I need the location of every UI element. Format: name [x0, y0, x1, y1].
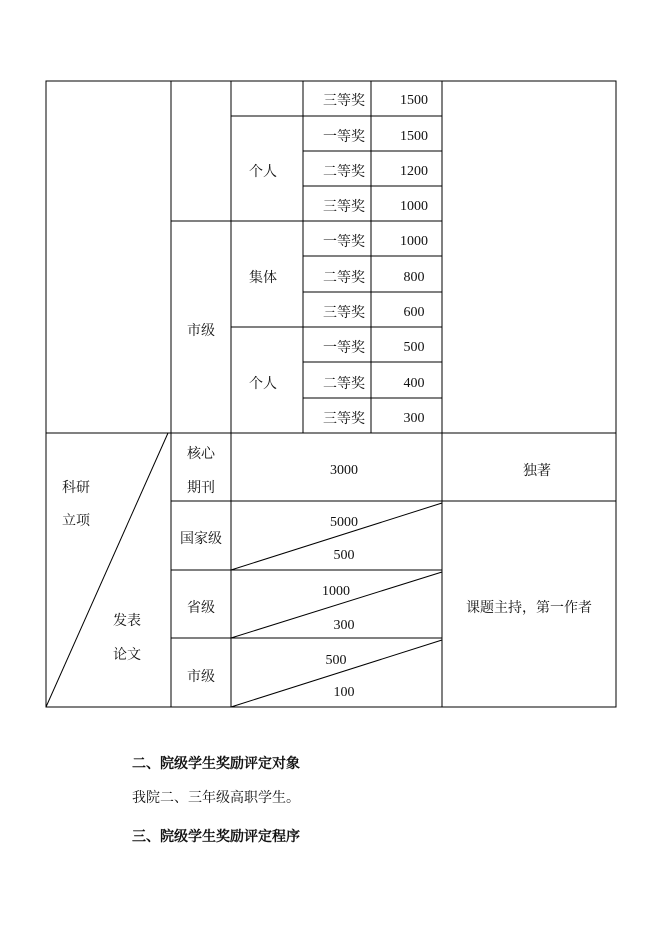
diagonal-header-upper: 立项 [62, 513, 90, 529]
section-body: 我院二、三年级高职学生。 [132, 790, 300, 806]
level-upper-amount: 500 [325, 653, 347, 668]
grade-cell: 三等奖 [323, 411, 365, 427]
level-label: 省级 [187, 600, 215, 616]
amount-cell: 300 [403, 411, 425, 426]
level-city-label: 市级 [187, 323, 215, 339]
amount-cell: 1200 [400, 164, 428, 179]
grade-cell: 三等奖 [323, 305, 365, 321]
level-lower-amount: 300 [333, 618, 355, 633]
grade-cell: 三等奖 [323, 199, 365, 215]
core-note: 独著 [523, 463, 551, 479]
type-label: 集体 [249, 270, 277, 286]
grade-cell: 一等奖 [323, 340, 365, 356]
level-upper-amount: 1000 [322, 584, 350, 599]
amount-cell: 1500 [400, 93, 428, 108]
amount-cell: 1000 [400, 199, 428, 214]
type-label: 个人 [249, 376, 277, 392]
level-label: 国家级 [180, 531, 222, 547]
diagonal-header-lower: 论文 [113, 647, 141, 663]
type-label: 个人 [249, 164, 277, 180]
diagonal-header-lower: 发表 [113, 613, 141, 629]
grade-cell: 二等奖 [323, 376, 365, 392]
amount-cell: 1500 [400, 129, 428, 144]
amount-cell: 400 [403, 376, 425, 391]
amount-cell: 600 [403, 305, 425, 320]
grade-cell: 一等奖 [323, 129, 365, 145]
amount-cell: 800 [403, 270, 425, 285]
levels-note: 课题主持，第一作者 [466, 600, 592, 616]
level-upper-amount: 5000 [330, 515, 358, 530]
grade-cell: 三等奖 [323, 93, 365, 109]
level-lower-amount: 100 [333, 685, 355, 700]
level-label: 市级 [187, 669, 215, 685]
amount-cell: 500 [403, 340, 425, 355]
amount-cell: 1000 [400, 234, 428, 249]
level-lower-amount: 500 [333, 548, 355, 563]
core-journal-label: 核心 [187, 446, 215, 462]
grade-cell: 二等奖 [323, 270, 365, 286]
core-journal-label: 期刊 [187, 480, 215, 496]
diagonal-header-upper: 科研 [62, 480, 90, 496]
section-heading: 三、院级学生奖励评定程序 [132, 829, 300, 845]
grade-cell: 二等奖 [323, 164, 365, 180]
grade-cell: 一等奖 [323, 234, 365, 250]
section-heading: 二、院级学生奖励评定对象 [132, 756, 300, 772]
core-amount: 3000 [330, 463, 358, 478]
